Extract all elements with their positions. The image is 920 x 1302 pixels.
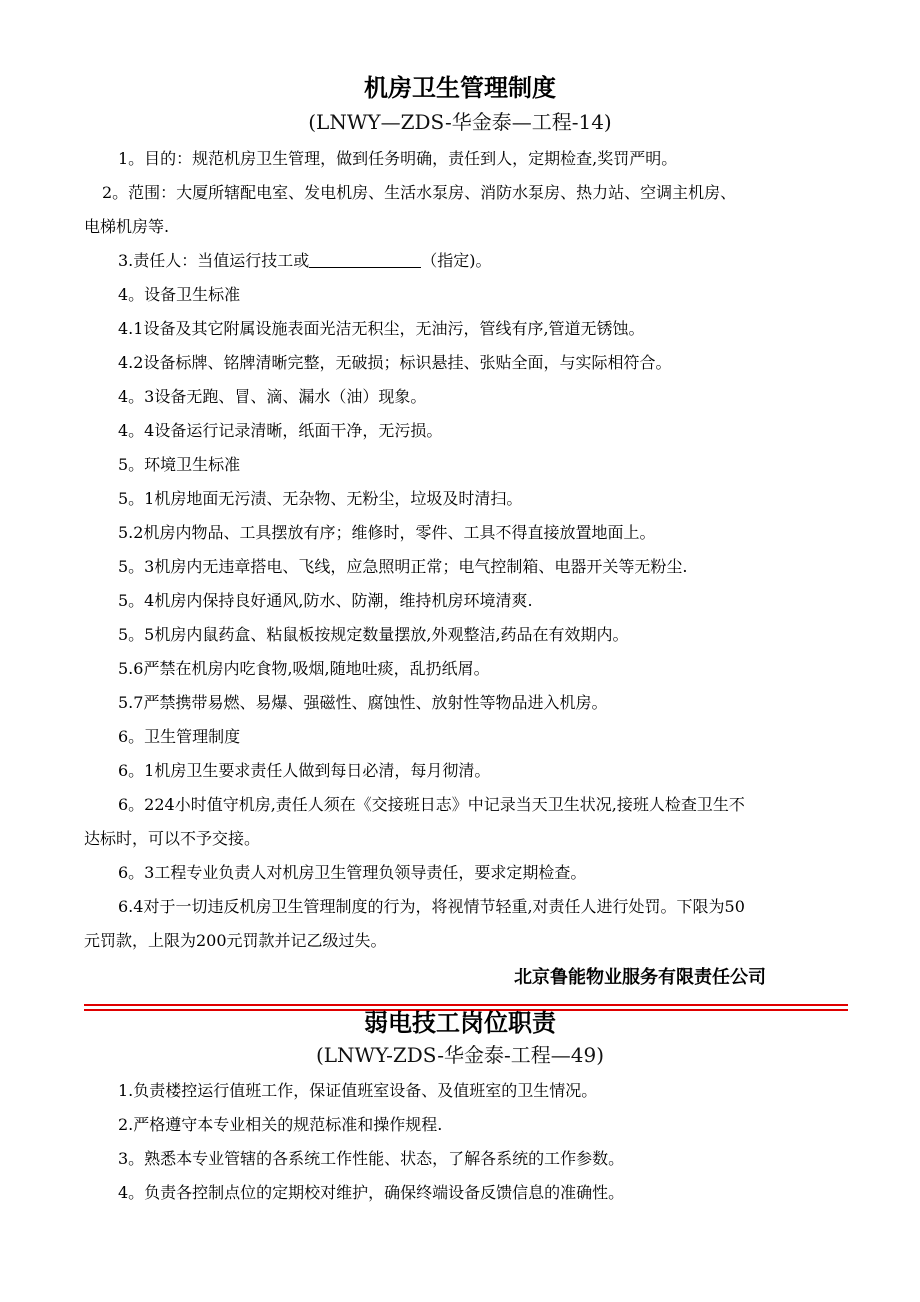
doc1-line-2: 2。范围：大厦所辖配电室、发电机房、生活水泵房、消防水泵房、热力站、空调主机房、 [102,183,737,202]
company-name: 北京鲁能物业服务有限责任公司 [514,967,766,988]
doc1-line-11: 5。1机房地面无污渍、无杂物、无粉尘，垃圾及时清扫。 [118,489,523,508]
doc1-line-14: 5。4机房内保持良好通风,防水、防潮，维持机房环境清爽. [118,591,533,610]
doc2-code: (LNWY-ZDS-华金泰-工程—49) [315,1043,605,1067]
doc1-responsible-label: 3.责任人：当值运行技工或 [118,251,310,270]
doc1-line-17: 5.7严禁携带易燃、易爆、强磁性、腐蚀性、放射性等物品进入机房。 [118,693,608,712]
doc1-line-23: 6.4对于一切违反机房卫生管理制度的行为，将视情节轻重,对责任人进行处罚。下限为50 [118,897,745,916]
doc1-line-3: 电梯机房等. [84,217,170,236]
doc1-line-4 [118,250,492,272]
doc1-line-13: 5。3机房内无违章搭电、飞线，应急照明正常；电气控制箱、电器开关等无粉尘. [118,557,688,576]
doc1-line-20: 6。224小时值守机房,责任人须在《交接班日志》中记录当天卫生状况,接班人检查卫生不 [118,795,745,814]
doc1-responsible-suffix: （指定)。 [421,251,492,270]
doc2-line-1: 1.负责楼控运行值班工作，保证值班室设备、及值班室的卫生情况。 [118,1081,598,1100]
doc1-code: (LNWY—ZDS-华金泰—工程-14) [308,110,612,134]
doc1-line-16: 5.6严禁在机房内吃食物,吸烟,随地吐痰，乱扔纸屑。 [118,659,490,678]
doc1-line-19: 6。1机房卫生要求责任人做到每日必清，每月彻清。 [118,761,491,780]
divider-rule-top [84,1004,848,1006]
doc1-title: 机房卫生管理制度 [364,74,556,102]
doc1-line-24: 元罚款，上限为200元罚款并记乙级过失。 [84,931,387,950]
doc2-line-3: 3。熟悉本专业管辖的各系统工作性能、状态，了解各系统的工作参数。 [118,1149,625,1168]
doc1-line-8: 4。3设备无跑、冒、滴、漏水（油）现象。 [118,387,427,406]
doc1-line-21: 达标时，可以不予交接。 [84,829,261,848]
doc1-line-6: 4.1设备及其它附属设施表面光洁无积尘，无油污，管线有序,管道无锈蚀。 [118,319,645,338]
doc1-line-12: 5.2机房内物品、工具摆放有序；维修时，零件、工具不得直接放置地面上。 [118,523,656,542]
fill-in-blank [309,251,421,268]
doc1-line-10: 5。环境卫生标准 [118,455,241,474]
doc1-line-1: 1。目的：规范机房卫生管理，做到任务明确，责任到人，定期检查,奖罚严明。 [118,149,678,168]
doc1-line-9: 4。4设备运行记录清晰，纸面干净，无污损。 [118,421,443,440]
doc1-line-5: 4。设备卫生标准 [118,285,241,304]
doc2-line-4: 4。负责各控制点位的定期校对维护，确保终端设备反馈信息的准确性。 [118,1183,625,1202]
doc1-line-22: 6。3工程专业负责人对机房卫生管理负领导责任，要求定期检查。 [118,863,587,882]
doc2-line-2: 2.严格遵守本专业相关的规范标准和操作规程. [118,1115,443,1134]
doc1-line-18: 6。卫生管理制度 [118,727,241,746]
doc1-line-15: 5。5机房内鼠药盒、粘鼠板按规定数量摆放,外观整洁,药品在有效期内。 [118,625,629,644]
doc1-line-7: 4.2设备标牌、铭牌清晰完整，无破损；标识悬挂、张贴全面，与实际相符合。 [118,353,672,372]
doc2-title: 弱电技工岗位职责 [364,1009,556,1037]
